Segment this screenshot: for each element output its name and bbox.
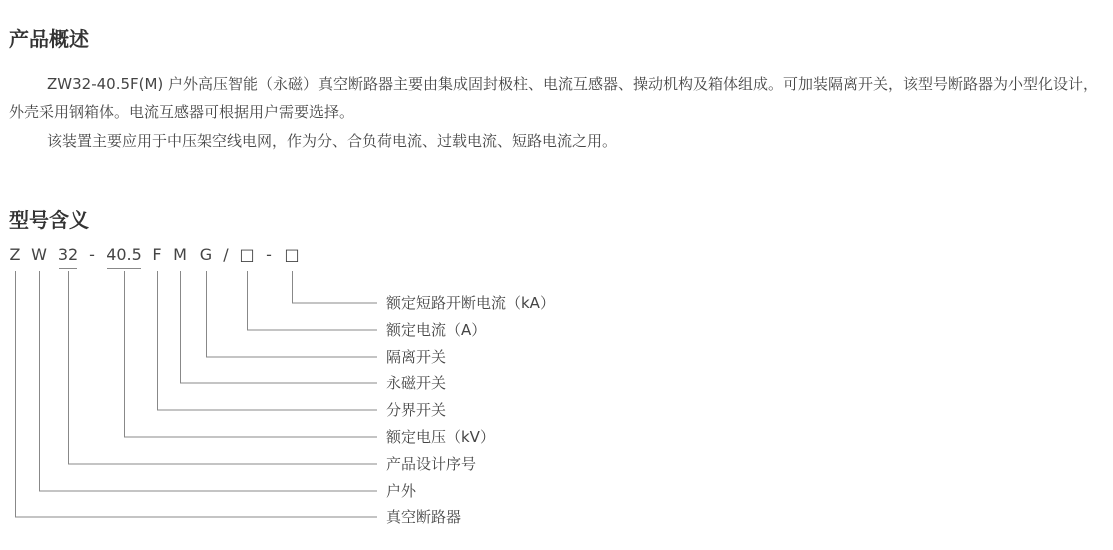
code-part-box-2: □ [284,245,300,264]
label-outdoor: 户外 [386,482,417,500]
code-part-dash-2: - [266,245,272,264]
connector-line [207,271,378,357]
label-design-serial: 产品设计序号 [386,455,477,473]
code-part-dash-1: - [89,245,95,264]
label-isolating-switch: 隔离开关 [386,348,447,366]
overview-paragraph-2: 该装置主要应用于中压架空线电网，作为分、合负荷电流、过载电流、短路电流之用。 [47,132,618,150]
code-part-w: W [31,245,47,264]
overview-heading: 产品概述 [9,27,89,51]
code-part-40-5: 40.5 [106,245,142,264]
code-part-32: 32 [57,245,79,264]
connector-line [16,271,378,517]
label-rated-current: 额定电流（A） [386,321,487,339]
connector-line [158,271,378,410]
overview-paragraph-1: ZW32-40.5F(M) 户外高压智能（永磁）真空断路器主要由集成固封极柱、电流互感器、操动机构及箱体组成。可加装隔离开关，该型号断路器为小型化设计，外壳采用钢箱体。电流互感器可根据用户需要选择。 [9,75,1099,121]
connector-line [248,271,378,330]
connector-line [181,271,378,383]
code-part-m: M [173,245,187,264]
model-heading: 型号含义 [9,208,89,232]
label-boundary-switch: 分界开关 [386,401,447,419]
code-part-box-1: □ [239,245,255,264]
label-permanent-magnet: 永磁开关 [386,374,447,392]
connector-line [125,271,378,437]
connector-line [293,271,378,303]
code-part-z: Z [9,245,21,264]
connector-line [40,271,378,491]
code-part-slash: / [223,245,229,264]
code-part-g: G [199,245,213,264]
connector-line [69,271,378,464]
label-rated-breaking-current: 额定短路开断电流（kA） [386,294,555,312]
code-part-f: F [152,245,162,264]
label-rated-voltage: 额定电压（kV） [386,428,495,446]
label-vacuum-breaker: 真空断路器 [386,508,462,526]
